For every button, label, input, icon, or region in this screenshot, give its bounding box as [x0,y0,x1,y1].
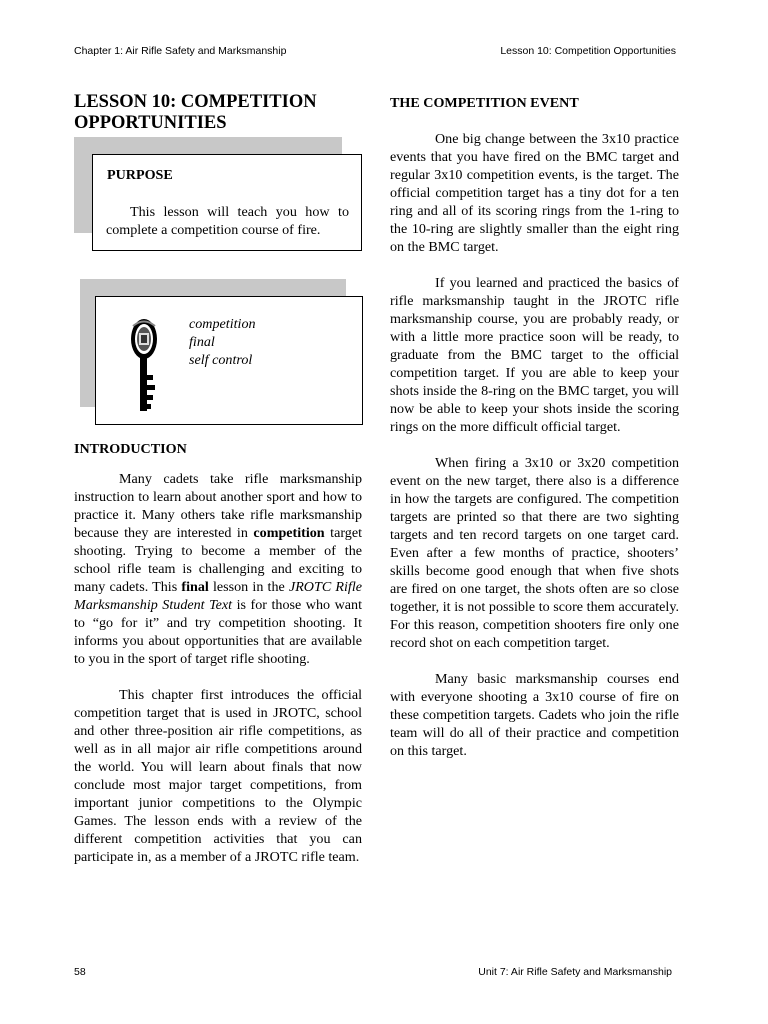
page-number: 58 [74,966,86,978]
introduction-body [74,470,362,866]
text-run: is for those who want to “go for it” and try competition shooting. It informs you about opportunities that are available to you in the sport of target rifle shooting. [74,597,362,667]
competition-event-paragraph-2: If you learned and practiced the basics of rifle marksmanship taught in the JROTC rifle marksmanship course, you are probably ready, or with a little more practice soon will be ready, to graduate from the BMC target to the official competition target. If you are able to keep your shots inside the 8-ring on the BMC target, you will now be able to keep your shots inside the scoring rings on the more difficult official target. [390,275,679,435]
purpose-heading: PURPOSE [107,167,173,183]
key-terms-box [95,296,363,425]
key-terms-list [189,315,256,369]
purpose-box [92,154,362,251]
competition-event-heading: THE COMPETITION EVENT [390,95,579,111]
competition-event-body [390,130,679,760]
key-term-item: final [189,334,215,350]
key-term-final: final [181,579,209,595]
running-footer-unit: Unit 7: Air Rifle Safety and Marksmanship [478,966,672,978]
introduction-heading: INTRODUCTION [74,441,187,457]
book-title: JROTC Rifle Marksmanship Student Text [74,579,363,613]
competition-event-paragraph-4: Many basic marksmanship courses end with everyone shooting a 3x10 course of fire on these competition targets. Cadets who join the rifle team will do all of their practice and competition on this target. [390,671,679,759]
key-term-competition: competition [253,525,325,541]
competition-event-paragraph-3: When firing a 3x10 or 3x20 competition event on the new target, there also is a difference in how the targets are configured. The competition targets are printed so that there are two sighting targets and ten record targets on one target card. Even after a few months of practice, shooters’ skills become good enough that when five shots are fired on one target, the shots often are so close together, it is not possible to score them accurately. For this reason, competition shooters fire only one record shot on each competition target. [390,455,679,651]
text-run: Many cadets take rifle marksmanship instruction to learn about another sport and how to practice it. Many others take rifle marksmanship because they are interested in [74,471,362,541]
lesson-title-line1: LESSON 10: COMPETITION [74,92,317,112]
key-icon [129,317,159,413]
lesson-title [74,92,374,134]
purpose-text: This lesson will teach you how to complete a competition course of fire. [106,204,349,238]
key-term-item: self control [189,352,253,368]
competition-event-paragraph-1: One big change between the 3x10 practice events that you have fired on the BMC target and regular 3x10 competition events, is the target. The official competition target has a tiny dot for a ten ring and all of its scoring rings from the 1-ring to the 10-ring are slightly smaller than the eight ring on the BMC target. [390,131,679,255]
introduction-paragraph-2: This chapter first introduces the official competition target that is used in JROTC, school and other three-position air rifle competitions, as well as in all major air rifle competitions around the world. You will learn about finals that now conclude most major target competitions, from important junior competitions to the Olympic Games. The lesson ends with a review of the different competition activities that you can participate in, as a member of a JROTC rifle team. [74,687,362,865]
introduction-paragraph-1 [74,470,362,668]
key-term-item: competition [189,316,256,332]
running-header-chapter: Chapter 1: Air Rifle Safety and Marksmanship [74,45,287,57]
lesson-title-line2: OPPORTUNITIES [74,113,227,133]
text-run: target shooting. Trying to become a member of the school rifle team is challenging and exciting to many cadets. This [74,525,362,595]
text-run: lesson in the [208,579,289,595]
running-header-lesson: Lesson 10: Competition Opportunities [500,45,676,57]
